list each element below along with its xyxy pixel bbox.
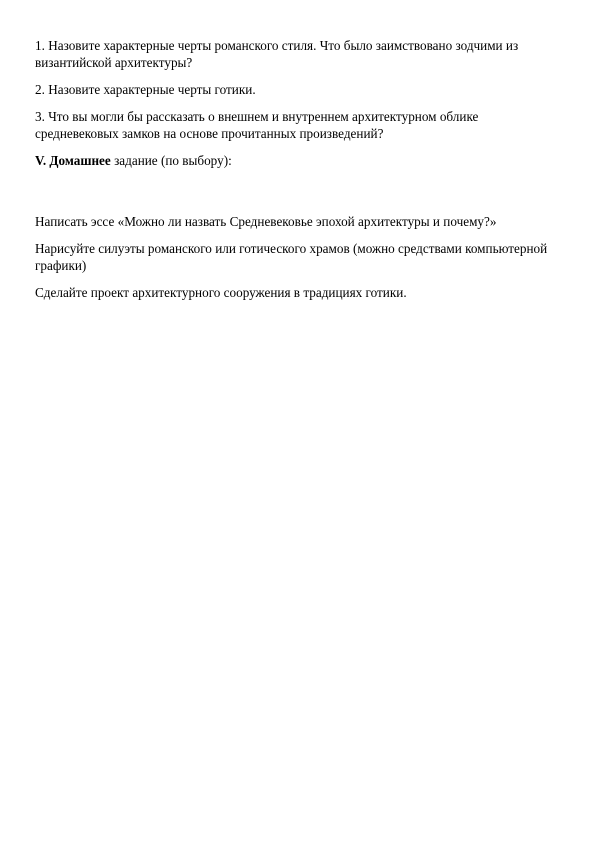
question-1: 1. Назовите характерные черты романского стиля. Что было заимствовано зодчими из византийской архитектуры? (35, 38, 519, 70)
homework-heading-bold: V. Домашнее (35, 153, 111, 168)
homework-task-2: Нарисуйте силуэты романского или готического храмов (можно средствами компьютерной графики) (35, 241, 548, 273)
homework-task-3: Сделайте проект архитектурного сооружения в традициях готики. (35, 285, 407, 300)
homework-heading-rest: задание (по выбору): (110, 153, 232, 168)
homework-heading (35, 152, 555, 169)
homework-task-1: Написать эссе «Можно ли назвать Средневековье эпохой архитектуры и почему?» (35, 214, 497, 229)
question-3: 3. Что вы могли бы рассказать о внешнем и внутреннем архитектурном облике средневековых замков на основе прочитанных произведений? (35, 109, 479, 141)
question-2: 2. Назовите характерные черты готики. (35, 82, 256, 97)
document-content (35, 37, 555, 311)
